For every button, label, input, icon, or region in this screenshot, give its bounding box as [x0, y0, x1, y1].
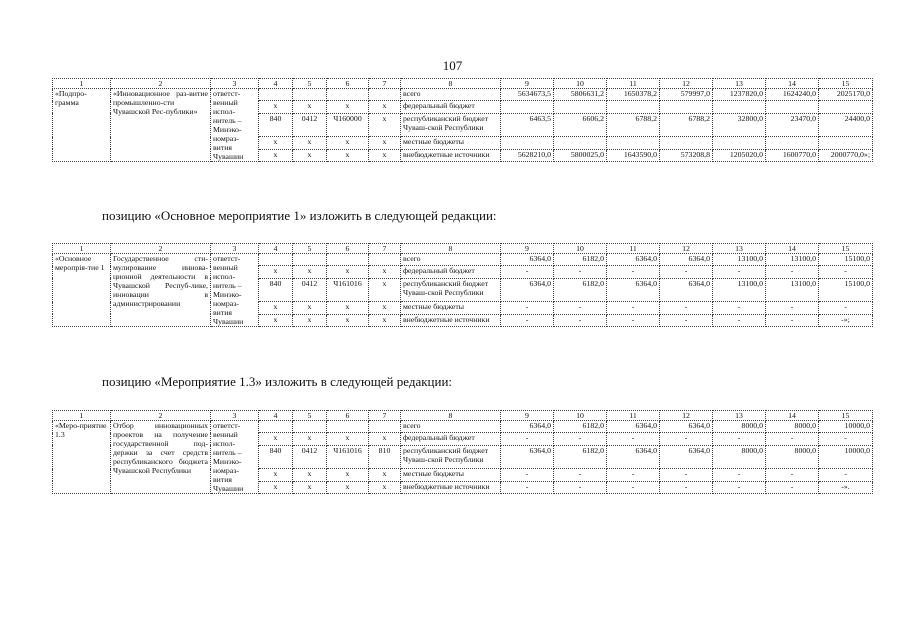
table-row — [53, 254, 873, 266]
amount-cell: 6364,0 — [607, 421, 660, 433]
column-header: 15 — [819, 79, 873, 89]
column-header: 12 — [660, 79, 713, 89]
column-header: 15 — [819, 411, 873, 421]
amount-cell: - — [607, 266, 660, 278]
funding-source-cell: федеральный бюджет — [401, 101, 501, 113]
amount-cell — [819, 137, 873, 149]
amount-cell: 6788,2 — [660, 113, 713, 137]
code-cell-c6: x — [327, 314, 369, 326]
amount-cell: 8000,0 — [713, 445, 766, 469]
code-cell-c5: x — [293, 137, 327, 149]
amount-cell: 2025170,0 — [819, 89, 873, 101]
amount-cell: - — [819, 266, 873, 278]
code-cell-c4: x — [259, 137, 293, 149]
row-title-cell: Государственное сти-мулирование иннова-ционной деятельности в Чувашской Респуб-лике, инновации в администрировании — [111, 254, 211, 327]
funding-source-cell: местные бюджеты — [401, 137, 501, 149]
funding-source-cell: федеральный бюджет — [401, 266, 501, 278]
column-header: 8 — [401, 244, 501, 254]
amount-cell: - — [819, 469, 873, 481]
code-cell-c5 — [293, 254, 327, 266]
funding-source-cell: всего — [401, 421, 501, 433]
column-header: 7 — [369, 79, 401, 89]
code-cell-c4 — [259, 421, 293, 433]
amount-cell: - — [766, 481, 819, 493]
amount-cell: 13100,0 — [766, 278, 819, 302]
code-cell-c6: x — [327, 149, 369, 161]
amount-cell: - — [819, 302, 873, 314]
column-header: 12 — [660, 411, 713, 421]
amount-cell — [660, 101, 713, 113]
amount-cell: - — [501, 266, 554, 278]
amount-cell: 573208,8 — [660, 149, 713, 161]
amount-cell: 6364,0 — [607, 254, 660, 266]
amount-cell: - — [607, 433, 660, 445]
amount-cell: 8000,0 — [766, 445, 819, 469]
executor-cell: ответст-венный испол-нитель – Минэко-номраз-вития Чувашии — [211, 89, 259, 162]
amount-cell — [554, 137, 607, 149]
row-type-cell: «Основное меропрія-тие 1 — [53, 254, 111, 327]
column-header: 14 — [766, 411, 819, 421]
amount-cell: - — [554, 314, 607, 326]
amount-cell: - — [660, 314, 713, 326]
amount-cell — [713, 101, 766, 113]
amount-cell: 13100,0 — [713, 254, 766, 266]
code-cell-c6: x — [327, 433, 369, 445]
code-cell-c5: 0412 — [293, 445, 327, 469]
code-cell-c7: x — [369, 137, 401, 149]
code-cell-c7: x — [369, 302, 401, 314]
column-header-row — [53, 411, 873, 421]
amendment-phrase-main-event: позицию «Основное мероприятие 1» изложить в следующей редакции: — [102, 208, 497, 223]
code-cell-c4 — [259, 89, 293, 101]
funding-source-cell: республиканский бюджет Чуваш-ской Республики — [401, 445, 501, 469]
amount-cell: 6606,2 — [554, 113, 607, 137]
code-cell-c7: x — [369, 266, 401, 278]
code-cell-c6: x — [327, 469, 369, 481]
amount-cell: 24400,0 — [819, 113, 873, 137]
code-cell-c5: x — [293, 433, 327, 445]
funding-source-cell: республиканский бюджет Чуваш-ской Республики — [401, 278, 501, 302]
amount-cell — [766, 101, 819, 113]
funding-source-cell: всего — [401, 254, 501, 266]
column-header: 14 — [766, 79, 819, 89]
amount-cell: - — [501, 469, 554, 481]
amount-cell: - — [554, 481, 607, 493]
amount-cell: - — [713, 469, 766, 481]
code-cell-c4: x — [259, 266, 293, 278]
column-header: 9 — [501, 79, 554, 89]
code-cell-c7: x — [369, 481, 401, 493]
amount-cell: 1643590,0 — [607, 149, 660, 161]
column-header: 13 — [713, 411, 766, 421]
amount-cell: - — [713, 266, 766, 278]
code-cell-c6: x — [327, 137, 369, 149]
code-cell-c7: x — [369, 113, 401, 137]
funding-source-cell: внебюджетные источники — [401, 481, 501, 493]
amount-cell: 6182,0 — [554, 421, 607, 433]
amount-cell: - — [766, 433, 819, 445]
row-type-cell: «Меро-приятие 1.3 — [53, 421, 111, 494]
code-cell-c6: x — [327, 101, 369, 113]
code-cell-c7: x — [369, 278, 401, 302]
column-header: 7 — [369, 411, 401, 421]
code-cell-c4: x — [259, 469, 293, 481]
funding-source-cell: внебюджетные источники — [401, 149, 501, 161]
event-1-3-table — [52, 410, 873, 494]
table-row — [53, 89, 873, 101]
code-cell-c5 — [293, 421, 327, 433]
amount-cell: - — [713, 314, 766, 326]
column-header: 2 — [111, 244, 211, 254]
column-header: 11 — [607, 79, 660, 89]
funding-source-cell: местные бюджеты — [401, 302, 501, 314]
code-cell-c5: 0412 — [293, 113, 327, 137]
amount-cell: 579997,0 — [660, 89, 713, 101]
amount-cell: 6364,0 — [501, 254, 554, 266]
column-header: 6 — [327, 244, 369, 254]
amount-cell: 8000,0 — [713, 421, 766, 433]
code-cell-c4: x — [259, 302, 293, 314]
amount-cell: 6364,0 — [660, 421, 713, 433]
amount-cell: 6463,5 — [501, 113, 554, 137]
code-cell-c7 — [369, 254, 401, 266]
amount-cell: 13100,0 — [713, 278, 766, 302]
code-cell-c7 — [369, 89, 401, 101]
code-cell-c7: x — [369, 149, 401, 161]
row-title-cell: Отбор инновационных проектов на получение государственной под-держки за счет средств республиканского бюджета Чувашской Республики — [111, 421, 211, 494]
code-cell-c6: x — [327, 266, 369, 278]
amount-cell — [501, 137, 554, 149]
amount-cell — [607, 101, 660, 113]
amount-cell: - — [766, 302, 819, 314]
amount-cell: - — [554, 302, 607, 314]
amount-cell: - — [713, 433, 766, 445]
code-cell-c7: x — [369, 101, 401, 113]
code-cell-c6: Ч160000 — [327, 113, 369, 137]
code-cell-c5: x — [293, 266, 327, 278]
column-header: 9 — [501, 244, 554, 254]
column-header: 8 — [401, 411, 501, 421]
amount-cell: - — [660, 469, 713, 481]
amount-cell: 10000,0 — [819, 445, 873, 469]
amount-cell: - — [713, 302, 766, 314]
code-cell-c6 — [327, 89, 369, 101]
code-cell-c5: x — [293, 302, 327, 314]
amount-cell: 1205020,0 — [713, 149, 766, 161]
amount-cell: - — [501, 314, 554, 326]
amount-cell — [554, 101, 607, 113]
amount-cell: 6364,0 — [607, 278, 660, 302]
code-cell-c4: x — [259, 101, 293, 113]
amount-cell: 6364,0 — [501, 278, 554, 302]
code-cell-c5: x — [293, 101, 327, 113]
amount-cell: 5800025,0 — [554, 149, 607, 161]
amount-cell: 5628210,0 — [501, 149, 554, 161]
column-header: 5 — [293, 244, 327, 254]
amount-cell: - — [660, 481, 713, 493]
executor-cell: ответст-венный испол-нитель – Минэко-номраз-вития Чувашии — [211, 421, 259, 494]
amendment-phrase-event-1-3: позицию «Мероприятие 1.3» изложить в следующей редакции: — [102, 374, 453, 389]
table-row — [53, 421, 873, 433]
executor-cell: ответст-венный испол-нитель – Минэко-номраз-вития Чувашии — [211, 254, 259, 327]
code-cell-c6 — [327, 421, 369, 433]
row-type-cell: «Подпро-грамма — [53, 89, 111, 162]
main-event-table — [52, 243, 873, 327]
amount-cell: - — [660, 266, 713, 278]
code-cell-c4: 840 — [259, 445, 293, 469]
amount-cell — [766, 137, 819, 149]
code-cell-c4: x — [259, 314, 293, 326]
amount-cell: - — [607, 481, 660, 493]
column-header: 15 — [819, 244, 873, 254]
code-cell-c7: x — [369, 433, 401, 445]
amount-cell: 6364,0 — [660, 278, 713, 302]
amount-cell: - — [501, 302, 554, 314]
amount-cell — [607, 137, 660, 149]
funding-source-cell: всего — [401, 89, 501, 101]
amount-cell: 10000,0 — [819, 421, 873, 433]
code-cell-c4: 840 — [259, 278, 293, 302]
row-title-cell: «Инновационное раз-витие промышленно-сти Чувашской Рес-публики» — [111, 89, 211, 162]
amount-cell — [501, 101, 554, 113]
amount-cell: -». — [819, 481, 873, 493]
code-cell-c5: x — [293, 314, 327, 326]
funding-source-cell: республиканский бюджет Чуваш-ской Республики — [401, 113, 501, 137]
column-header: 3 — [211, 244, 259, 254]
code-cell-c6: x — [327, 302, 369, 314]
column-header: 10 — [554, 411, 607, 421]
column-header: 3 — [211, 79, 259, 89]
column-header: 13 — [713, 244, 766, 254]
amount-cell: - — [607, 469, 660, 481]
amount-cell: - — [766, 266, 819, 278]
amount-cell: 32800,0 — [713, 113, 766, 137]
column-header: 10 — [554, 244, 607, 254]
amount-cell: 15100,0 — [819, 278, 873, 302]
funding-source-cell: местные бюджеты — [401, 469, 501, 481]
amount-cell: - — [554, 469, 607, 481]
amount-cell: - — [607, 302, 660, 314]
code-cell-c4 — [259, 254, 293, 266]
code-cell-c4: 840 — [259, 113, 293, 137]
column-header: 7 — [369, 244, 401, 254]
column-header: 1 — [53, 411, 111, 421]
code-cell-c4: x — [259, 433, 293, 445]
amount-cell: 1624240,0 — [766, 89, 819, 101]
amount-cell: - — [501, 433, 554, 445]
amount-cell: - — [713, 481, 766, 493]
column-header: 4 — [259, 411, 293, 421]
column-header: 5 — [293, 79, 327, 89]
column-header: 2 — [111, 79, 211, 89]
column-header: 6 — [327, 411, 369, 421]
amount-cell: 6182,0 — [554, 254, 607, 266]
code-cell-c6: x — [327, 481, 369, 493]
amount-cell: 1600770,0 — [766, 149, 819, 161]
column-header: 4 — [259, 244, 293, 254]
amount-cell: 15100,0 — [819, 254, 873, 266]
amount-cell: 1237820,0 — [713, 89, 766, 101]
column-header: 6 — [327, 79, 369, 89]
code-cell-c6: Ч161016 — [327, 445, 369, 469]
amount-cell: 6364,0 — [607, 445, 660, 469]
amount-cell: 6364,0 — [501, 421, 554, 433]
amount-cell: 5634673,5 — [501, 89, 554, 101]
amount-cell — [660, 137, 713, 149]
column-header: 13 — [713, 79, 766, 89]
code-cell-c6 — [327, 254, 369, 266]
code-cell-c5 — [293, 89, 327, 101]
amount-cell: 23470,0 — [766, 113, 819, 137]
code-cell-c4: x — [259, 481, 293, 493]
subprogram-table — [52, 78, 873, 162]
code-cell-c7: x — [369, 469, 401, 481]
amount-cell: - — [554, 433, 607, 445]
column-header: 2 — [111, 411, 211, 421]
amount-cell: 6364,0 — [501, 445, 554, 469]
column-header: 3 — [211, 411, 259, 421]
column-header-row — [53, 244, 873, 254]
amount-cell: 8000,0 — [766, 421, 819, 433]
amount-cell: - — [660, 433, 713, 445]
amount-cell: -»; — [819, 314, 873, 326]
column-header: 10 — [554, 79, 607, 89]
column-header: 9 — [501, 411, 554, 421]
column-header: 4 — [259, 79, 293, 89]
amount-cell: 2000770,0»; — [819, 149, 873, 161]
column-header: 8 — [401, 79, 501, 89]
amount-cell: - — [660, 302, 713, 314]
amount-cell: 6364,0 — [660, 254, 713, 266]
amount-cell: - — [554, 266, 607, 278]
column-header: 11 — [607, 244, 660, 254]
code-cell-c7: x — [369, 314, 401, 326]
code-cell-c5: x — [293, 481, 327, 493]
column-header-row — [53, 79, 873, 89]
code-cell-c5: 0412 — [293, 278, 327, 302]
amount-cell: 5806631,2 — [554, 89, 607, 101]
column-header: 11 — [607, 411, 660, 421]
amount-cell: 13100,0 — [766, 254, 819, 266]
column-header: 5 — [293, 411, 327, 421]
amount-cell: - — [607, 314, 660, 326]
column-header: 1 — [53, 79, 111, 89]
code-cell-c4: x — [259, 149, 293, 161]
code-cell-c6: Ч161016 — [327, 278, 369, 302]
amount-cell: 6182,0 — [554, 278, 607, 302]
amount-cell: 6788,2 — [607, 113, 660, 137]
page-number: 107 — [442, 58, 463, 73]
amount-cell: - — [766, 469, 819, 481]
code-cell-c5: x — [293, 469, 327, 481]
code-cell-c7: 810 — [369, 445, 401, 469]
amount-cell: 1650378,2 — [607, 89, 660, 101]
amount-cell — [819, 101, 873, 113]
amount-cell — [713, 137, 766, 149]
amount-cell: 6364,0 — [660, 445, 713, 469]
amount-cell: - — [819, 433, 873, 445]
amount-cell: - — [766, 314, 819, 326]
funding-source-cell: федеральный бюджет — [401, 433, 501, 445]
code-cell-c5: x — [293, 149, 327, 161]
column-header: 12 — [660, 244, 713, 254]
column-header: 1 — [53, 244, 111, 254]
amount-cell: 6182,0 — [554, 445, 607, 469]
funding-source-cell: внебюджетные источники — [401, 314, 501, 326]
column-header: 14 — [766, 244, 819, 254]
code-cell-c7 — [369, 421, 401, 433]
amount-cell: - — [501, 481, 554, 493]
